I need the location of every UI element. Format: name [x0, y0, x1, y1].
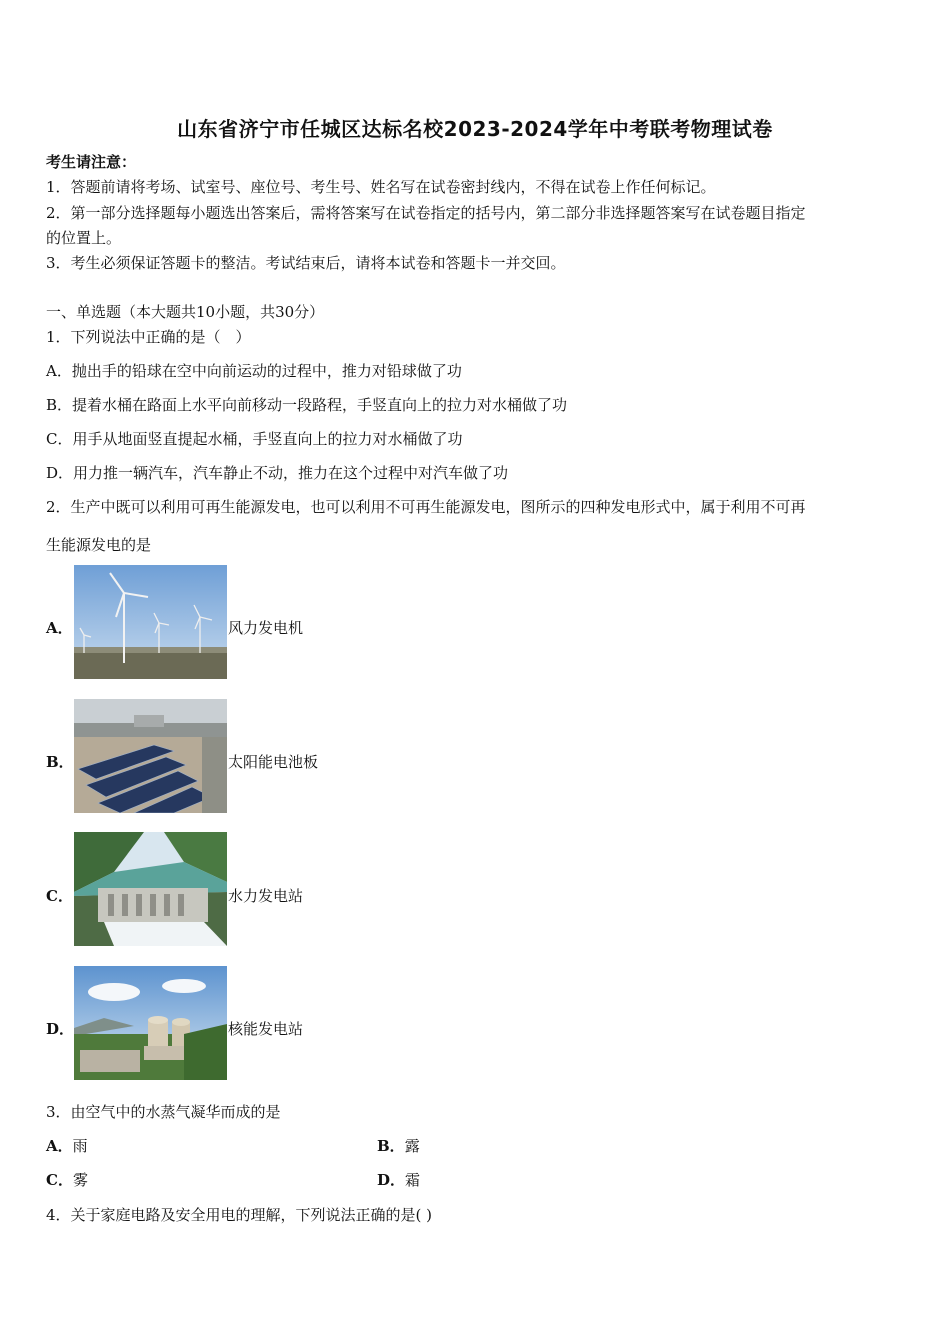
question-3-option-a	[46, 1136, 88, 1156]
hydro-dam-photo	[74, 832, 227, 946]
exam-title: 山东省济宁市任城区达标名校2023-2024学年中考联考物理试卷	[177, 117, 773, 141]
question-1-option-d: D．用力推一辆汽车，汽车静止不动，推力在这个过程中对汽车做了功	[46, 464, 509, 482]
question-3-stem: 3．由空气中的水蒸气凝华而成的是	[46, 1103, 281, 1121]
question-3-option-b	[377, 1136, 420, 1156]
wind-turbine-photo	[74, 565, 227, 679]
question-1-stem: 1．下列说法中正确的是（ ）	[46, 328, 251, 346]
question-2-option-d-caption: 核能发电站	[228, 1020, 304, 1038]
question-1-option-b: B．提着水桶在路面上水平向前移动一段路程，手竖直向上的拉力对水桶做了功	[46, 396, 568, 414]
question-2-option-a-caption: 风力发电机	[228, 619, 304, 637]
option-label: C．	[46, 1171, 73, 1189]
notice-item-2: 2．第一部分选择题每小题选出答案后，需将答案写在试卷指定的括号内，第二部分非选择题答案写在试卷题目指定	[46, 204, 806, 222]
nuclear-plant-photo	[74, 966, 227, 1080]
question-2-option-d-label: D．	[46, 1020, 75, 1038]
question-1-option-c: C．用手从地面竖直提起水桶，手竖直向上的拉力对水桶做了功	[46, 430, 463, 448]
question-2-option-b-label: B．	[46, 753, 74, 771]
option-label: B．	[377, 1137, 405, 1155]
notice-item-3: 3．考生必须保证答题卡的整洁。考试结束后，请将本试卷和答题卡一并交回。	[46, 254, 566, 272]
question-3-option-d	[377, 1170, 420, 1190]
notice-item-2-cont: 的位置上。	[46, 229, 122, 247]
question-2-option-b-caption: 太阳能电池板	[228, 753, 319, 771]
question-2-stem-cont: 生能源发电的是	[46, 536, 152, 554]
option-text: 霜	[405, 1171, 421, 1189]
solar-panel-photo	[74, 699, 227, 813]
option-label: A．	[46, 1137, 73, 1155]
option-label: D．	[377, 1171, 406, 1189]
option-text: 雾	[72, 1171, 88, 1189]
section-heading: 一、单选题（本大题共10小题，共30分）	[46, 303, 325, 321]
question-2-option-a-label: A．	[46, 619, 73, 637]
question-3-option-c	[46, 1170, 88, 1190]
option-text: 露	[404, 1137, 420, 1155]
notice-item-1: 1．答题前请将考场、试室号、座位号、考生号、姓名写在试卷密封线内，不得在试卷上作任何标记。	[46, 178, 716, 196]
question-2-option-c-caption: 水力发电站	[228, 887, 304, 905]
question-1-option-a: A．抛出手的铅球在空中向前运动的过程中，推力对铅球做了功	[46, 362, 462, 380]
option-text: 雨	[72, 1137, 88, 1155]
question-4-stem: 4．关于家庭电路及安全用电的理解，下列说法正确的是( )	[46, 1206, 433, 1224]
question-2-option-c-label: C．	[46, 887, 73, 905]
question-2-stem: 2．生产中既可以利用可再生能源发电，也可以利用不可再生能源发电，图所示的四种发电形式中，属于利用不可再	[46, 498, 806, 516]
notice-heading: 考生请注意：	[46, 153, 137, 171]
